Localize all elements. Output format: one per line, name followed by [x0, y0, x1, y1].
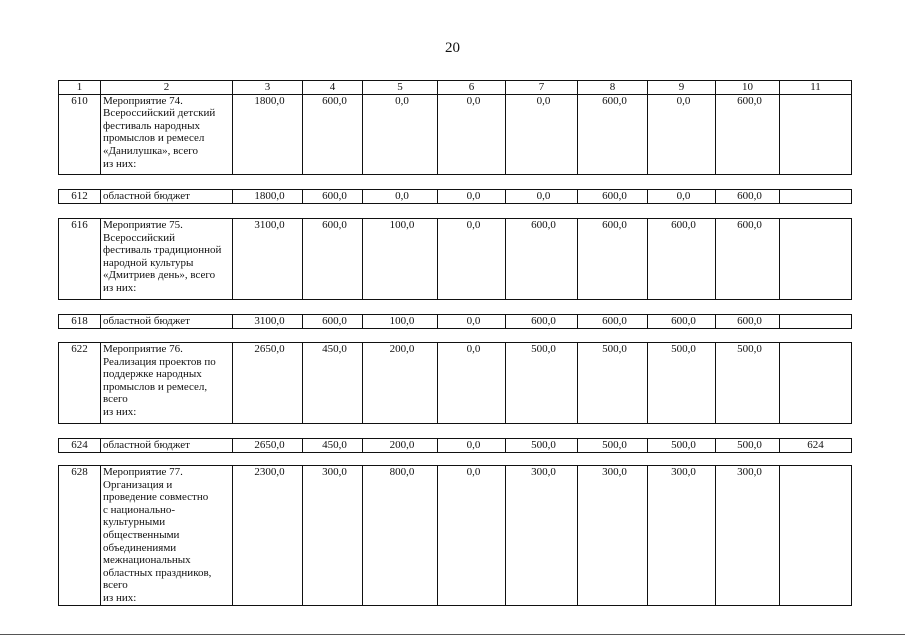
row-description: областной бюджет [101, 315, 233, 329]
value-cell: 450,0 [303, 343, 363, 424]
value-cell: 450,0 [303, 439, 363, 453]
budget-table [58, 80, 852, 175]
value-cell: 600,0 [303, 94, 363, 174]
value-cell: 600,0 [716, 190, 780, 204]
value-cell: 0,0 [438, 439, 506, 453]
row-code: 628 [59, 466, 101, 606]
value-cell: 600,0 [578, 94, 648, 174]
value-cell: 1800,0 [233, 190, 303, 204]
value-cell: 200,0 [363, 439, 438, 453]
table-row [59, 466, 852, 606]
table-block-612 [58, 189, 851, 204]
column-number: 2 [101, 81, 233, 95]
budget-table [58, 218, 852, 300]
col11-cell: 624 [780, 439, 852, 453]
row-code: 610 [59, 94, 101, 174]
row-code: 616 [59, 219, 101, 300]
value-cell: 0,0 [438, 315, 506, 329]
column-number: 1 [59, 81, 101, 95]
column-number: 7 [506, 81, 578, 95]
value-cell: 300,0 [303, 466, 363, 606]
page-number: 20 [445, 40, 460, 56]
value-cell: 600,0 [506, 315, 578, 329]
col11-cell [780, 219, 852, 300]
value-cell: 500,0 [578, 343, 648, 424]
value-cell: 500,0 [648, 343, 716, 424]
value-cell: 0,0 [438, 343, 506, 424]
col11-cell [780, 315, 852, 329]
value-cell: 0,0 [438, 219, 506, 300]
value-cell: 3100,0 [233, 219, 303, 300]
table-row [59, 315, 852, 329]
row-code: 612 [59, 190, 101, 204]
table-row [59, 219, 852, 300]
value-cell: 600,0 [506, 219, 578, 300]
value-cell: 0,0 [648, 190, 716, 204]
value-cell: 3100,0 [233, 315, 303, 329]
value-cell: 600,0 [578, 219, 648, 300]
row-description: Мероприятие 75. Всероссийский фестиваль традиционной народной культуры «Дмитриев день», всего из них: [101, 219, 233, 300]
value-cell: 600,0 [648, 315, 716, 329]
value-cell: 300,0 [716, 466, 780, 606]
value-cell: 600,0 [578, 190, 648, 204]
budget-table [58, 342, 852, 424]
row-description: областной бюджет [101, 190, 233, 204]
col11-cell [780, 466, 852, 606]
value-cell: 600,0 [578, 315, 648, 329]
value-cell: 2300,0 [233, 466, 303, 606]
table-row [59, 190, 852, 204]
scan-edge-line [0, 634, 905, 635]
value-cell: 500,0 [716, 343, 780, 424]
column-number: 9 [648, 81, 716, 95]
budget-table [58, 189, 852, 204]
value-cell: 0,0 [438, 94, 506, 174]
value-cell: 100,0 [363, 315, 438, 329]
value-cell: 0,0 [363, 94, 438, 174]
row-code: 618 [59, 315, 101, 329]
column-number: 11 [780, 81, 852, 95]
value-cell: 200,0 [363, 343, 438, 424]
row-description: областной бюджет [101, 439, 233, 453]
value-cell: 500,0 [506, 343, 578, 424]
value-cell: 600,0 [648, 219, 716, 300]
row-description: Мероприятие 76. Реализация проектов по поддержке народных промыслов и ремесел, всего из них: [101, 343, 233, 424]
column-number: 3 [233, 81, 303, 95]
value-cell: 0,0 [506, 94, 578, 174]
table-block-618 [58, 314, 851, 329]
value-cell: 0,0 [363, 190, 438, 204]
col11-cell [780, 343, 852, 424]
value-cell: 100,0 [363, 219, 438, 300]
table-block-622 [58, 342, 851, 424]
row-description: Мероприятие 77. Организация и проведение совместно с национально- культурными общественными объединениями межнациональных областных праздников, всего из них: [101, 466, 233, 606]
row-code: 622 [59, 343, 101, 424]
value-cell: 0,0 [438, 466, 506, 606]
col11-cell [780, 190, 852, 204]
column-number: 5 [363, 81, 438, 95]
column-number-row [59, 81, 852, 95]
value-cell: 600,0 [716, 219, 780, 300]
table-block-628 [58, 465, 851, 606]
value-cell: 600,0 [716, 94, 780, 174]
row-code: 624 [59, 439, 101, 453]
table-block-616 [58, 218, 851, 300]
value-cell: 1800,0 [233, 94, 303, 174]
value-cell: 300,0 [578, 466, 648, 606]
column-number: 6 [438, 81, 506, 95]
value-cell: 500,0 [578, 439, 648, 453]
table-row [59, 439, 852, 453]
value-cell: 500,0 [506, 439, 578, 453]
column-number: 10 [716, 81, 780, 95]
value-cell: 300,0 [506, 466, 578, 606]
value-cell: 300,0 [648, 466, 716, 606]
budget-table [58, 438, 852, 453]
value-cell: 2650,0 [233, 439, 303, 453]
table-row [59, 94, 852, 174]
column-number: 4 [303, 81, 363, 95]
budget-table [58, 314, 852, 329]
col11-cell [780, 94, 852, 174]
row-description: Мероприятие 74. Всероссийский детский фестиваль народных промыслов и ремесел «Данилушка», всего из них: [101, 94, 233, 174]
value-cell: 600,0 [303, 219, 363, 300]
budget-table [58, 465, 852, 606]
table-row [59, 343, 852, 424]
column-number: 8 [578, 81, 648, 95]
value-cell: 600,0 [303, 315, 363, 329]
table-block-624 [58, 438, 851, 453]
value-cell: 800,0 [363, 466, 438, 606]
value-cell: 600,0 [716, 315, 780, 329]
value-cell: 0,0 [506, 190, 578, 204]
value-cell: 0,0 [648, 94, 716, 174]
table-block-header-610 [58, 80, 851, 175]
value-cell: 500,0 [648, 439, 716, 453]
value-cell: 500,0 [716, 439, 780, 453]
value-cell: 2650,0 [233, 343, 303, 424]
value-cell: 0,0 [438, 190, 506, 204]
value-cell: 600,0 [303, 190, 363, 204]
